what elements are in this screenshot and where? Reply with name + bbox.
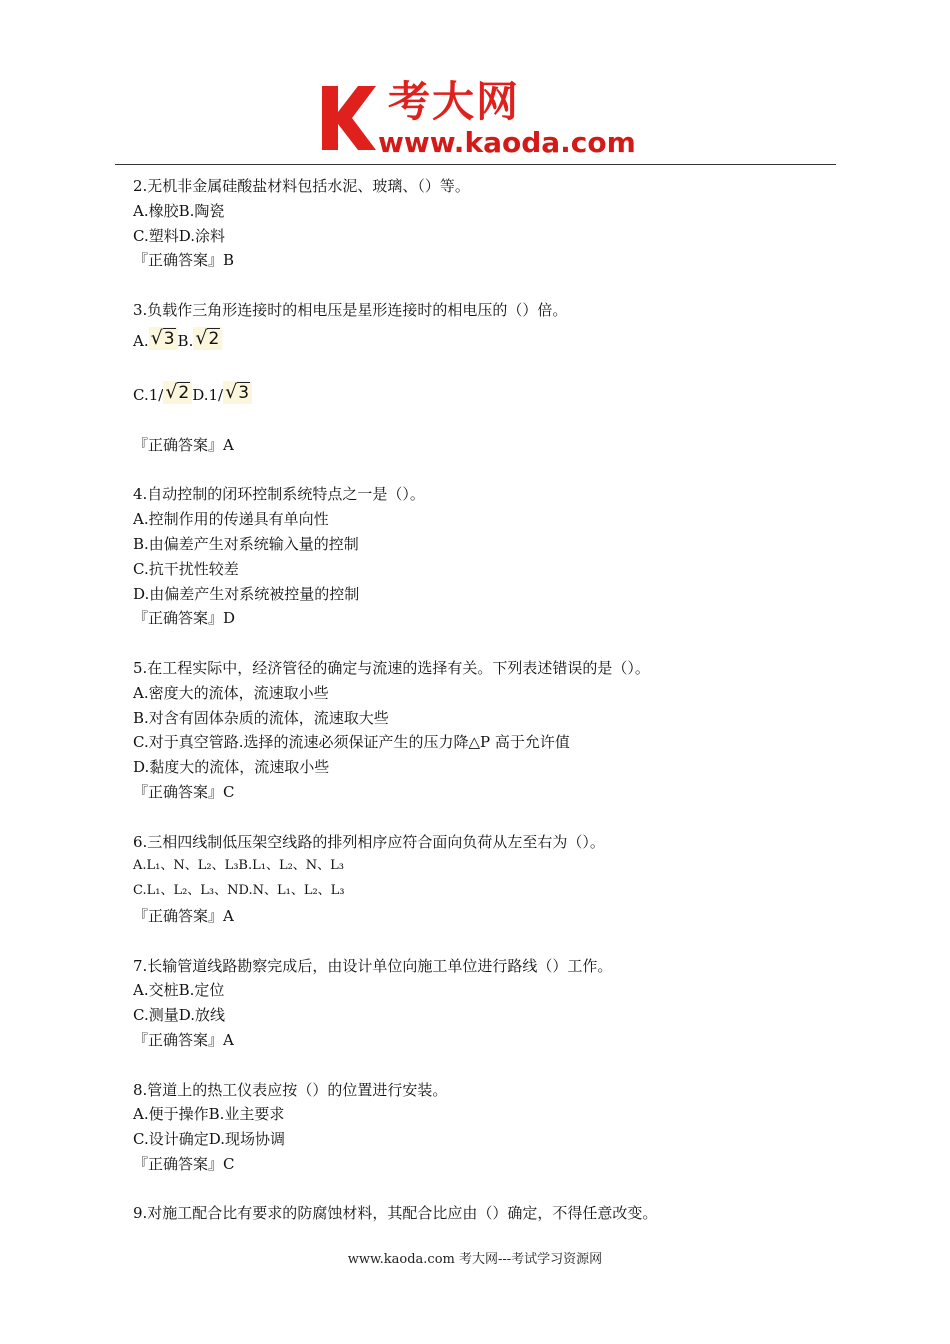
question-stem: 5.在工程实际中，经济管径的确定与流速的选择有关。下列表述错误的是（）。	[133, 658, 650, 677]
question-options: C.设计确定D.现场协调	[133, 1130, 285, 1149]
question-list	[133, 174, 833, 1226]
question-stem: 4.自动控制的闭环控制系统特点之一是（）。	[133, 485, 425, 504]
question-stem: 6.三相四线制低压架空线路的排列相序应符合面向负荷从左至右为（）。	[133, 832, 605, 851]
question-options: A.交桩B.定位	[133, 981, 225, 1000]
question-stem: 7.长输管道线路勘察完成后，由设计单位向施工单位进行路线（）工作。	[133, 956, 613, 975]
option-b-label: B.	[177, 331, 194, 350]
question-option: B.由偏差产生对系统输入量的控制	[133, 534, 359, 553]
k-logo-icon	[318, 82, 380, 154]
logo-url: www.kaoda.com	[378, 126, 636, 159]
question-stem: 3.负载作三角形连接时的相电压是星形连接时的相电压的（）倍。	[133, 300, 568, 319]
question-option: B.对含有固体杂质的流体，流速取大些	[133, 708, 389, 727]
question-options: A.L₁、N、L₂、L₃B.L₁、L₂、N、L₃	[133, 858, 345, 874]
question-answer: 『正确答案』A	[133, 1030, 234, 1049]
question-options	[133, 377, 833, 417]
question-stem: 8.管道上的热工仪表应按（）的位置进行安装。	[133, 1080, 448, 1099]
logo-chinese-name: 考大网	[388, 77, 521, 126]
question-answer: 『正确答案』C	[133, 782, 235, 801]
sqrt-formula: √2	[193, 327, 222, 350]
question-answer: 『正确答案』D	[133, 609, 236, 628]
question-option: A.控制作用的传递具有单向性	[133, 510, 329, 529]
option-c-label: C.1/	[133, 385, 164, 404]
question-options: C.L₁、L₂、L₃、ND.N、L₁、L₂、L₃	[133, 883, 345, 899]
question-option: C.对于真空管路.选择的流速必须保证产生的压力降△P 高于允许值	[133, 733, 570, 752]
sqrt-formula: √2	[163, 381, 192, 404]
question-option: D.由偏差产生对系统被控量的控制	[133, 584, 360, 603]
question-answer: 『正确答案』C	[133, 1154, 235, 1173]
page-footer: www.kaoda.com 考大网---考试学习资源网	[347, 1252, 603, 1267]
question-options: C.塑料D.涂料	[133, 226, 225, 245]
header-divider	[115, 164, 836, 165]
question-answer: 『正确答案』A	[133, 906, 234, 925]
sqrt-formula: √3	[223, 381, 252, 404]
question-option: A.密度大的流体，流速取小些	[133, 683, 329, 702]
kaoda-logo	[318, 78, 638, 160]
question-options: A.便于操作B.业主要求	[133, 1105, 285, 1124]
sqrt-formula: √3	[149, 327, 178, 350]
question-options	[133, 323, 833, 363]
question-answer: 『正确答案』B	[133, 251, 235, 270]
question-option: D.黏度大的流体，流速取小些	[133, 758, 330, 777]
question-option: C.抗干扰性较差	[133, 559, 239, 578]
option-a-label: A.	[133, 331, 149, 350]
question-answer: 『正确答案』A	[133, 435, 234, 454]
question-options: C.测量D.放线	[133, 1006, 225, 1025]
question-stem: 9.对施工配合比有要求的防腐蚀材料，其配合比应由（）确定，不得任意改变。	[133, 1204, 658, 1223]
question-options: A.橡胶B.陶瓷	[133, 201, 225, 220]
option-d-label: D.1/	[192, 385, 224, 404]
question-stem: 2.无机非金属硅酸盐材料包括水泥、玻璃、（）等。	[133, 177, 470, 195]
